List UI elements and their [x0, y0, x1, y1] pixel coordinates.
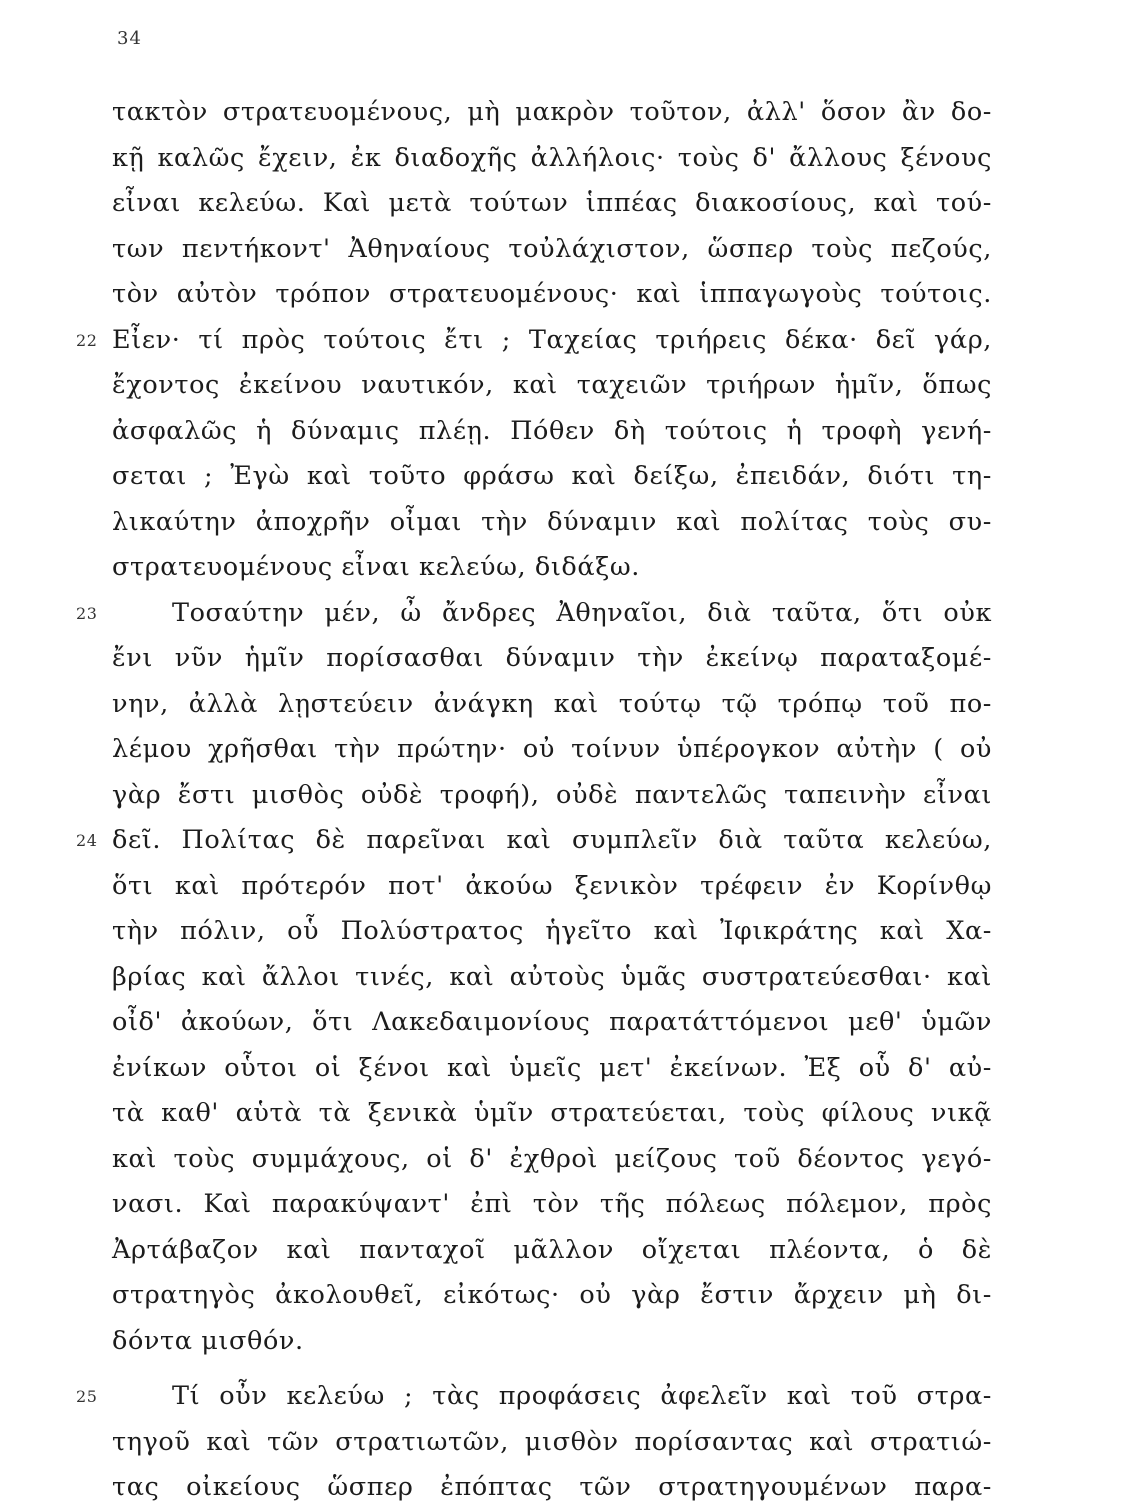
- text-line: [76, 318, 992, 364]
- text-line: [112, 545, 992, 591]
- line-text: τὴν πόλιν, οὗ Πολύστρατος ἡγεῖτο καὶ Ἰφικράτης καὶ Χα-: [112, 916, 992, 946]
- text-line: [112, 864, 992, 910]
- line-text: Ἀρτάβαζον καὶ πανταχοῖ μᾶλλον οἴχεται πλέοντα, ὁ δὲ: [112, 1234, 992, 1265]
- text-line: [112, 363, 992, 409]
- line-text: στρατευομένους εἶναι κελεύω, διδάξω.: [112, 552, 640, 582]
- line-text: λικαύτην ἀποχρῆν οἶμαι τὴν δύναμιν καὶ πολίτας τοὺς συ-: [112, 506, 992, 537]
- line-text: Τί οὖν κελεύω ; τὰς προφάσεις ἀφελεῖν καὶ τοῦ στρα-: [172, 1381, 992, 1411]
- text-line: [112, 1465, 992, 1511]
- text-line: [112, 1319, 992, 1365]
- section-number: 23: [76, 603, 98, 623]
- text-line: [112, 1273, 992, 1319]
- text-line: [112, 1046, 992, 1092]
- line-text: οἶδ' ἀκούων, ὅτι Λακεδαιμονίους παρατάττόμενοι μεθ' ὑμῶν: [112, 1007, 992, 1037]
- text-line: [112, 1182, 992, 1228]
- text-line: [112, 1420, 992, 1466]
- line-text: ἔχοντος ἐκείνου ναυτικόν, καὶ ταχειῶν τριήρων ἡμῖν, ὅπως: [112, 370, 992, 400]
- section-number: 25: [76, 1387, 98, 1406]
- text-block: [76, 90, 992, 1511]
- text-line: [112, 727, 992, 773]
- line-text: νην, ἀλλὰ λῃστεύειν ἀνάγκη καὶ τούτῳ τῷ τρόπῳ τοῦ πο-: [112, 688, 992, 719]
- line-text: εἶναι κελεύω. Καὶ μετὰ τούτων ἱππέας διακοσίους, καὶ τού-: [112, 188, 992, 218]
- text-line: [112, 1137, 992, 1183]
- line-text: κῇ καλῶς ἔχειν, ἐκ διαδοχῆς ἀλλήλοις· τοὺς δ' ἄλλους ξένους: [112, 142, 992, 173]
- text-line: [112, 1000, 992, 1046]
- text-line: [112, 90, 992, 136]
- text-line: [112, 227, 992, 273]
- line-text: γὰρ ἔστι μισθὸς οὐδὲ τροφή), οὐδὲ παντελῶς ταπεινὴν εἶναι: [112, 779, 992, 810]
- page-number: 34: [117, 28, 142, 49]
- text-line: [112, 454, 992, 500]
- line-text: τὸν αὐτὸν τρόπον στρατευομένους· καὶ ἱππαγωγοὺς τούτοις.: [112, 279, 992, 309]
- text-line: [76, 1374, 992, 1420]
- text-line: [112, 409, 992, 455]
- text-line: [112, 136, 992, 182]
- line-text: δεῖ. Πολίτας δὲ παρεῖναι καὶ συμπλεῖν διὰ ταῦτα κελεύω,: [112, 825, 992, 855]
- text-line: [112, 682, 992, 728]
- text-line: [112, 955, 992, 1001]
- text-line: [112, 181, 992, 227]
- line-text: τηγοῦ καὶ τῶν στρατιωτῶν, μισθὸν πορίσαντας καὶ στρατιώ-: [112, 1426, 992, 1457]
- section-number: 24: [76, 831, 98, 850]
- line-text: λέμου χρῆσθαι τὴν πρώτην· οὐ τοίνυν ὑπέρογκον αὐτὴν ( οὐ: [112, 734, 992, 764]
- line-text: ὅτι καὶ πρότερόν ποτ' ἀκούω ξενικὸν τρέφειν ἐν Κορίνθῳ: [112, 870, 992, 901]
- text-line: [112, 773, 992, 819]
- line-text: ἐνίκων οὗτοι οἱ ξένοι καὶ ὑμεῖς μετ' ἐκείνων. Ἐξ οὗ δ' αὐ-: [112, 1052, 992, 1083]
- text-line: [112, 1091, 992, 1137]
- line-text: τας οἰκείους ὥσπερ ἐπόπτας τῶν στρατηγουμένων παρα-: [112, 1472, 992, 1502]
- line-text: νασι. Καὶ παρακύψαντ' ἐπὶ τὸν τῆς πόλεως πόλεμον, πρὸς: [112, 1189, 992, 1219]
- line-text: καὶ τοὺς συμμάχους, οἱ δ' ἐχθροὶ μείζους τοῦ δέοντος γεγό-: [112, 1143, 992, 1174]
- line-text: Τοσαύτην μέν, ὦ ἄνδρες Ἀθηναῖοι, διὰ ταῦτα, ὅτι οὐκ: [172, 597, 992, 628]
- line-text: των πεντήκοντ' Ἀθηναίους τοὐλάχιστον, ὥσπερ τοὺς πεζούς,: [112, 233, 992, 264]
- text-line: [76, 591, 992, 637]
- line-text: τακτὸν στρατευομένους, μὴ μακρὸν τοῦτον, ἀλλ' ὅσον ἂν δο-: [112, 97, 992, 127]
- line-text: ἀσφαλῶς ἡ δύναμις πλέῃ. Πόθεν δὴ τούτοις ἡ τροφὴ γενή-: [112, 415, 992, 446]
- text-line: [76, 818, 992, 864]
- text-line: [112, 1228, 992, 1274]
- section-number: 22: [76, 330, 98, 350]
- text-line: [112, 636, 992, 682]
- line-text: Εἶεν· τί πρὸς τούτοις ἔτι ; Ταχείας τριήρεις δέκα· δεῖ γάρ,: [112, 324, 992, 355]
- line-text: ἔνι νῦν ἡμῖν πορίσασθαι δύναμιν τὴν ἐκείνῳ παραταξομέ-: [112, 643, 992, 673]
- line-text: σεται ; Ἐγὼ καὶ τοῦτο φράσω καὶ δείξω, ἐπειδάν, διότι τη-: [112, 461, 992, 491]
- text-line: [112, 500, 992, 546]
- line-text: στρατηγὸς ἀκολουθεῖ, εἰκότως· οὐ γὰρ ἔστιν ἄρχειν μὴ δι-: [112, 1280, 992, 1310]
- text-line: [112, 909, 992, 955]
- line-text: δόντα μισθόν.: [112, 1325, 304, 1356]
- line-text: τὰ καθ' αὑτὰ τὰ ξενικὰ ὑμῖν στρατεύεται, τοὺς φίλους νικᾷ: [112, 1098, 992, 1128]
- line-text: βρίας καὶ ἄλλοι τινές, καὶ αὐτοὺς ὑμᾶς συστρατεύεσθαι· καὶ: [112, 961, 992, 992]
- text-line: [112, 272, 992, 318]
